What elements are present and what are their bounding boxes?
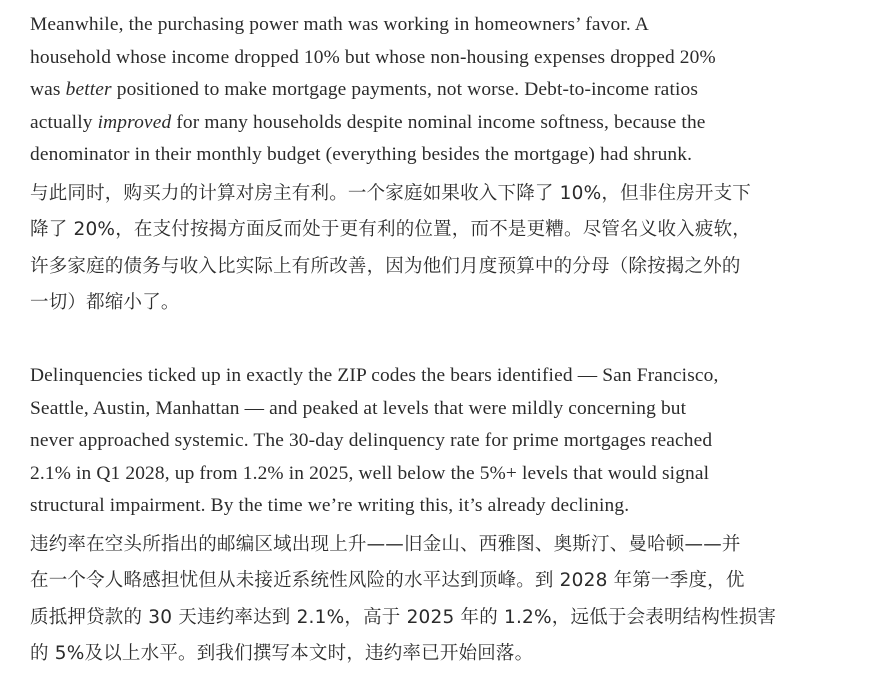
- paragraph-1-line-5: [30, 139, 870, 172]
- text-run: was: [30, 79, 66, 101]
- text-run: Meanwhile, the purchasing power math was working in homeowners’ favor. A: [30, 14, 649, 35]
- emphasis-better: better: [65, 79, 112, 101]
- paragraph-2-zh-line-2: 在一个令人略感担忧但从未接近系统性风险的水平达到顶峰。到 2028 年第一季度，优: [30, 570, 745, 592]
- paragraph-2-line-3: never approached systemic. The 30-day delinquency rate for prime mortgages reached: [30, 430, 713, 452]
- text-run: for many households despite nominal income softness, because the: [171, 111, 706, 133]
- paragraph-2-line-4: 2.1% in Q1 2028, up from 1.2% in 2025, well below the 5%+ levels that would signal: [30, 462, 710, 484]
- paragraph-2-line-5: structural impairment. By the time we’re writing this, it’s already declining.: [30, 495, 630, 517]
- paragraph-1-zh-line-2: 降了 20%，在支付按揭方面反而处于更有利的位置，而不是更糟。尽管名义收入疲软，: [30, 219, 752, 241]
- paragraph-2-zh-line-4: 的 5%及以上水平。到我们撰写本文时，违约率已开始回落。: [30, 643, 534, 665]
- paragraph-1-english: [30, 9, 870, 172]
- paragraph-2-english: [30, 360, 870, 523]
- paragraph-2-chinese: [30, 527, 870, 673]
- text-run: actually: [30, 111, 98, 133]
- paragraph-2-line-2: Seattle, Austin, Manhattan — and peaked at levels that were mildly concerning but: [30, 397, 687, 419]
- text-run: positioned to make mortgage payments, not worse. Debt-to-income ratios: [111, 79, 699, 101]
- paragraph-1-line-1: [30, 9, 870, 42]
- paragraph-1-zh-line-3: 许多家庭的债务与收入比实际上有所改善，因为他们月度预算中的分母（除按揭之外的: [30, 255, 741, 277]
- emphasis-improved: improved: [97, 111, 172, 133]
- paragraph-1-chinese: [30, 176, 870, 322]
- paragraph-1-zh-line-1: 与此同时，购买力的计算对房主有利。一个家庭如果收入下降了 10%，但非住房开支下: [30, 182, 752, 204]
- text-run: household whose income dropped 10% but whose non-housing expenses dropped 20%: [30, 46, 716, 68]
- paragraph-1-line-3: [30, 74, 870, 107]
- paragraph-2-zh-line-3: 质抵押贷款的 30 天违约率达到 2.1%，高于 2025 年的 1.2%，远低于会表明结构性损害: [30, 606, 777, 628]
- paragraph-spacer: [30, 322, 870, 360]
- paragraph-2-zh-line-1: 违约率在空头所指出的邮编区域出现上升——旧金山、西雅图、奥斯汀、曼哈顿——并: [30, 533, 741, 555]
- text-run: denominator in their monthly budget (everything besides the mortgage) had shrunk.: [30, 144, 693, 166]
- paragraph-1-zh-line-4: 一切）都缩小了。: [30, 292, 180, 314]
- paragraph-1-line-4: [30, 107, 870, 140]
- document-body: [30, 9, 870, 673]
- paragraph-1-line-2: [30, 42, 870, 75]
- paragraph-2-line-1: Delinquencies ticked up in exactly the ZIP codes the bears identified — San Francisco,: [30, 364, 719, 386]
